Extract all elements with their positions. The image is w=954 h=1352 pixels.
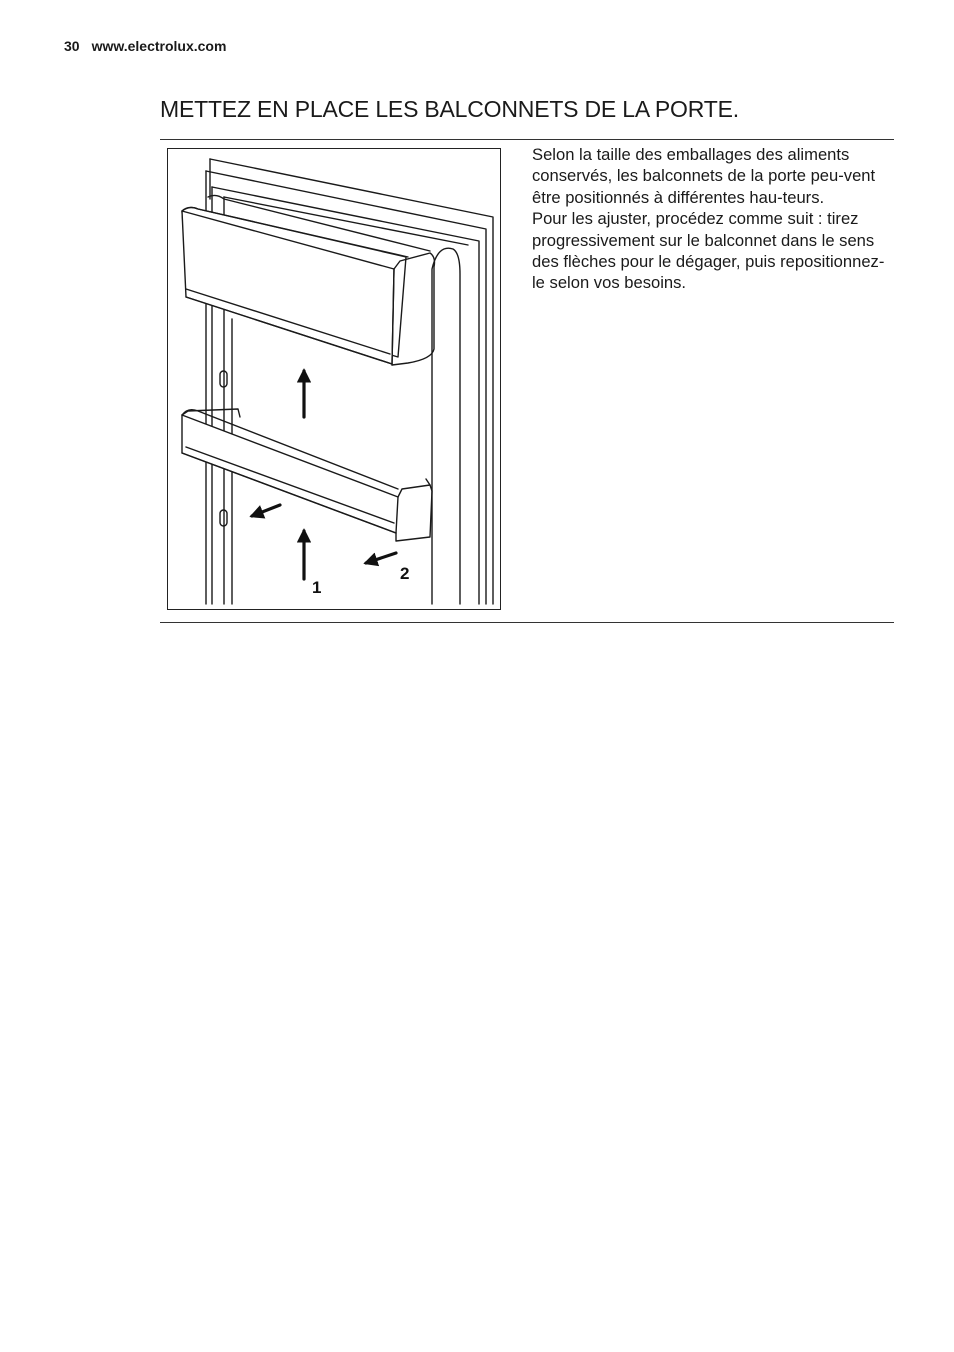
figure-label-2: 2 [400,564,410,583]
door-balcony-illustration [167,148,501,610]
website-link[interactable]: www.electrolux.com [91,38,227,54]
arrow-left-lower [366,553,396,563]
top-divider [160,139,894,140]
paragraph-intro: Selon la taille des emballages des aliments conservés, les balconnets de la porte peu-vent être positionnés à différentes hau-teurs. [532,145,876,207]
page-header [64,38,226,54]
bottom-divider [160,622,894,623]
paragraph-steps: Pour les ajuster, procédez comme suit : tirez progressivement sur le balconnet dans le sens des flèches pour le dégager, puis repositionnez-le selon vos besoins. [532,209,885,293]
instructions-text [532,144,894,294]
section-title: METTEZ EN PLACE LES BALCONNETS DE LA PORTE. [160,96,739,122]
figure-label-1: 1 [312,578,322,597]
arrow-left-upper [252,505,280,516]
page-number: 30 [64,38,80,54]
upper-balcony [182,195,435,365]
